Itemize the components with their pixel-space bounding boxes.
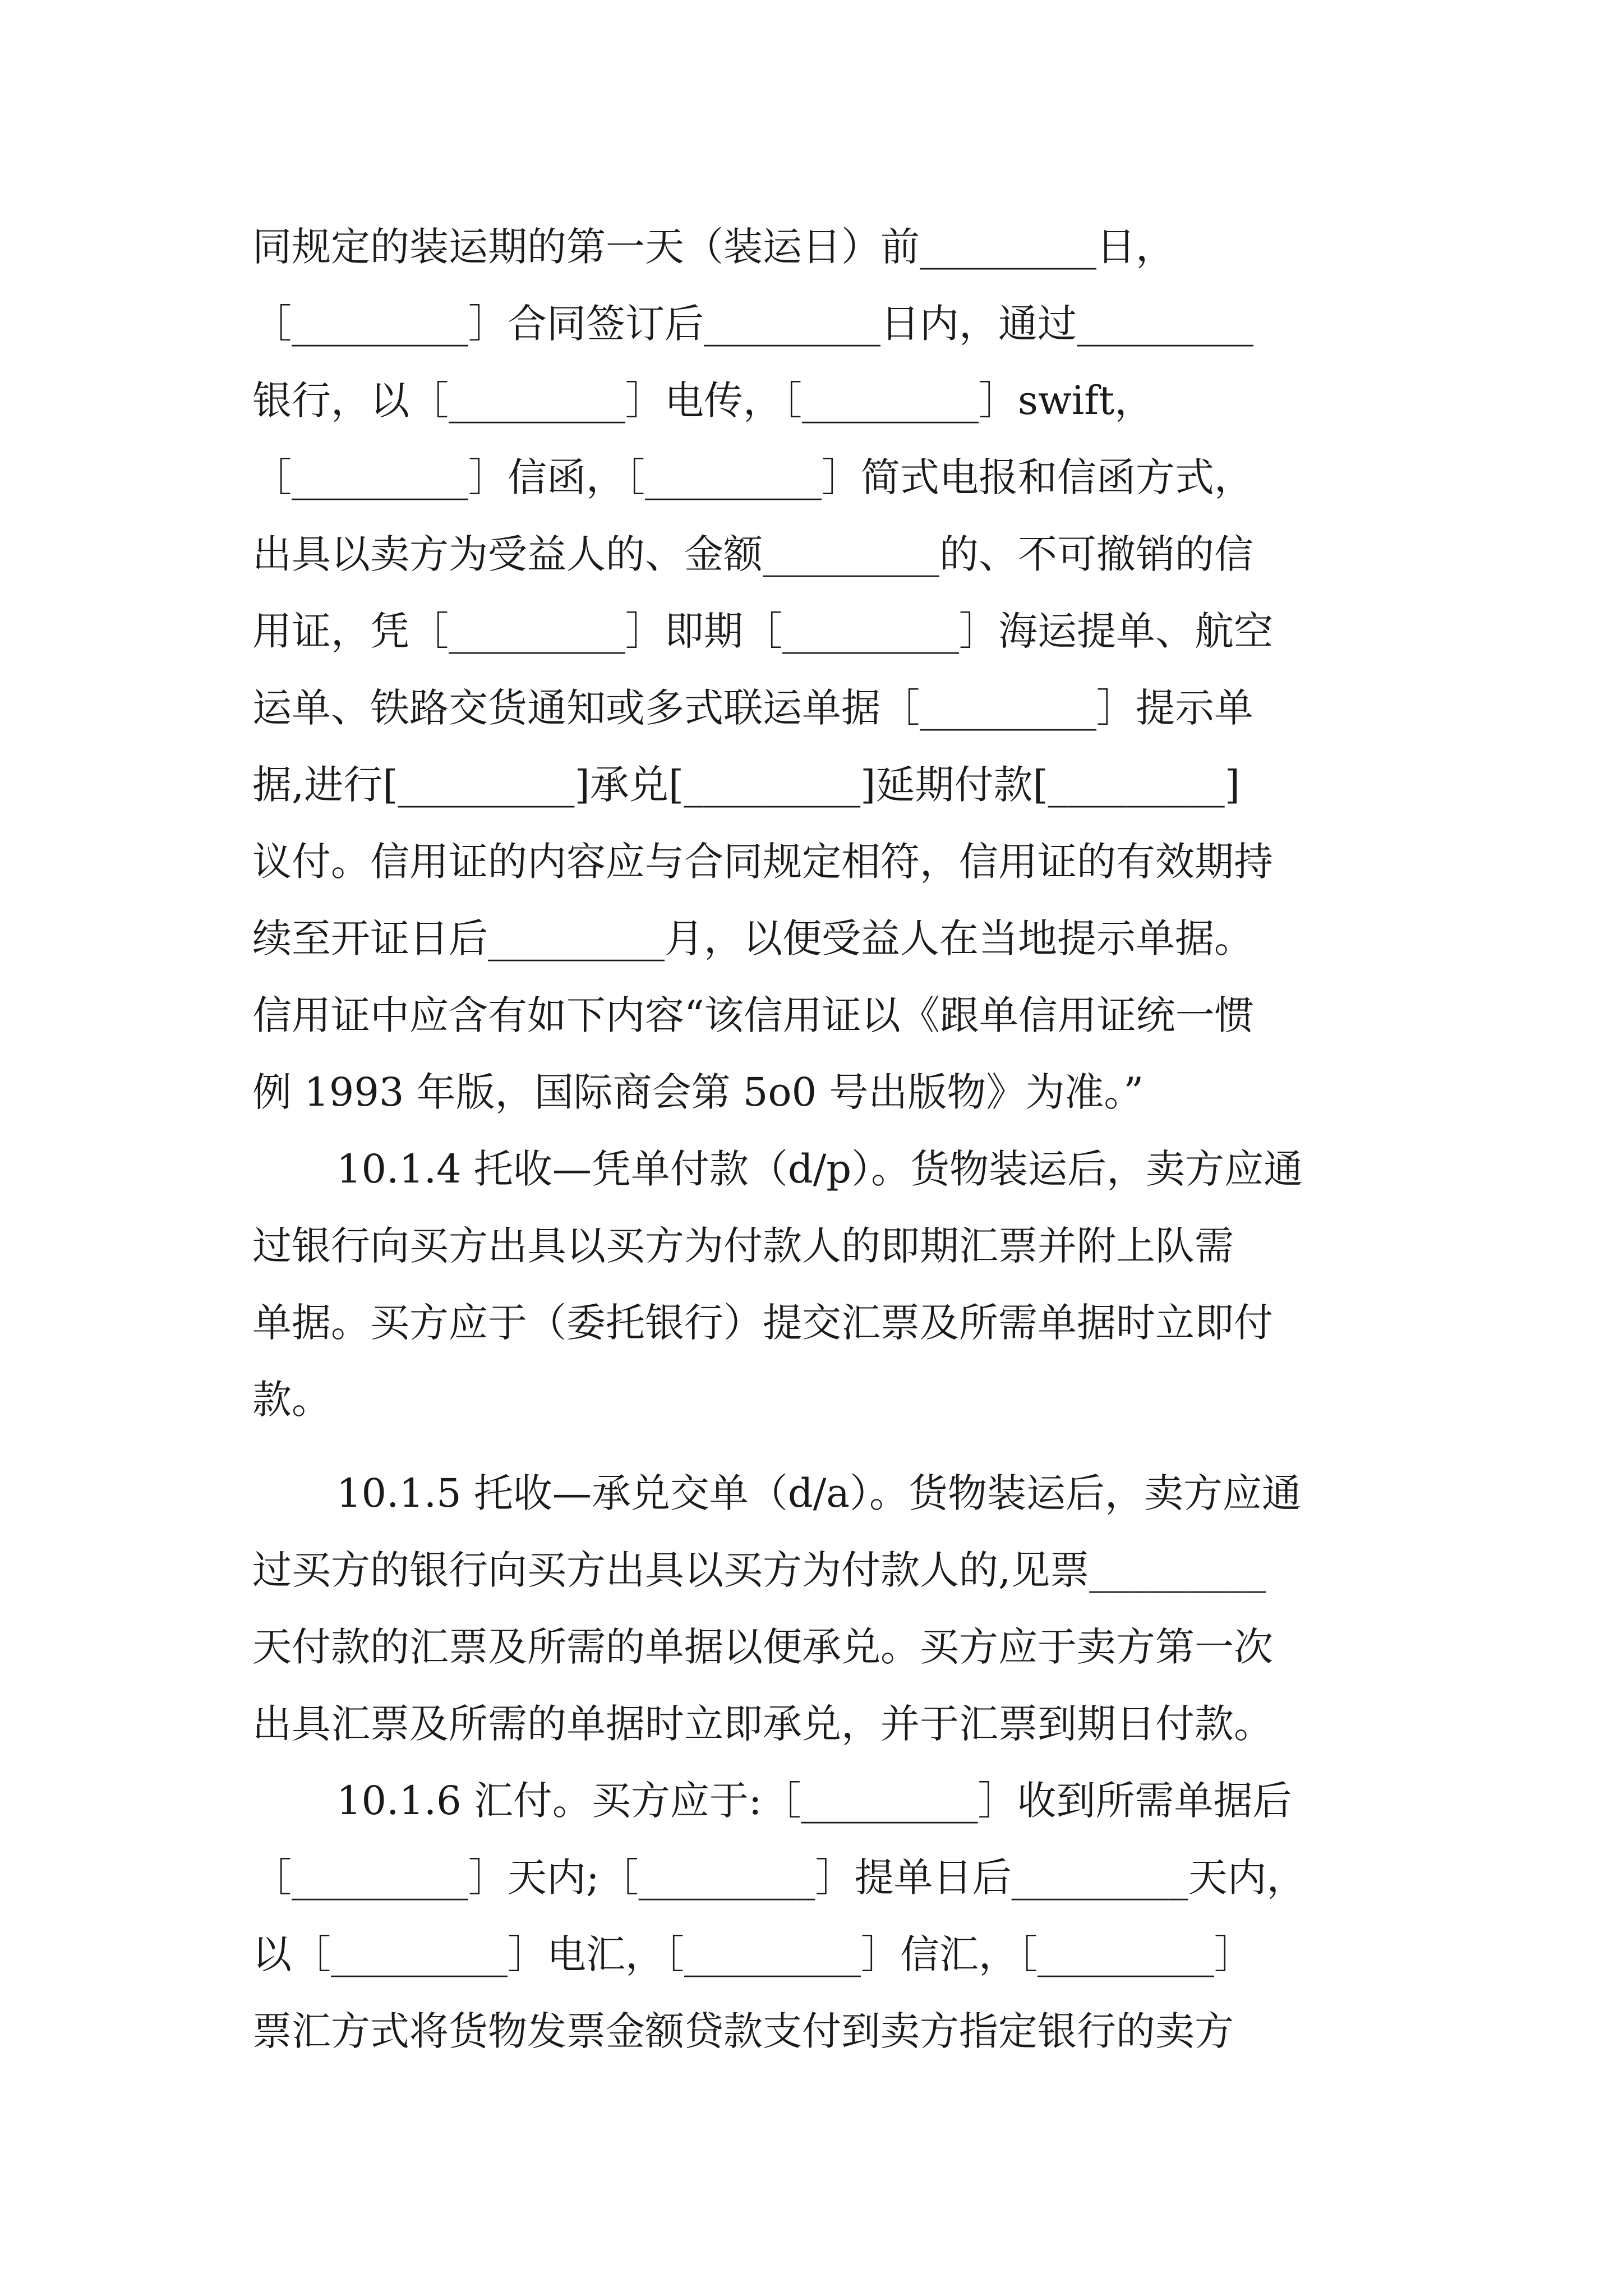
text-line: 款。 xyxy=(252,1377,331,1423)
text-line: 银行，以［_________］电传，［_________］swift， xyxy=(252,378,1154,424)
text-line: 同规定的装运期的第一天（装运日）前_________日， xyxy=(252,224,1175,270)
document-body xyxy=(252,209,1385,2070)
text-line: 票汇方式将货物发票金额贷款支付到卖方指定银行的卖方 xyxy=(252,2008,1234,2054)
text-line: 续至开证日后_________月，以便受益人在当地提示单据。 xyxy=(252,915,1253,961)
clause-10-1-4-heading-line: 10.1.4 托收—凭单付款（d/p）。货物装运后，卖方应通 xyxy=(336,1146,1303,1192)
text-line: 信用证中应含有如下内容“该信用证以《跟单信用证统一惯 xyxy=(252,992,1254,1038)
text-line: 以［_________］电汇，［_________］信汇，［_________］ xyxy=(252,1931,1253,1977)
text-line: 据,进行[_________]承兑[_________]延期付款[_________] xyxy=(252,762,1241,808)
text-line: 运单、铁路交货通知或多式联运单据［_________］提示单 xyxy=(252,685,1253,731)
text-line: 过银行向买方出具以买方为付款人的即期汇票并附上队需 xyxy=(252,1223,1234,1269)
text-line: ［_________］合同签订后_________日内，通过_________ xyxy=(252,301,1253,347)
text-line: 出具汇票及所需的单据时立即承兑，并于汇票到期日付款。 xyxy=(252,1701,1273,1747)
text-line: ［_________］信函，［_________］简式电报和信函方式， xyxy=(252,454,1253,500)
text-line: ［_________］天内;［_________］提单日后_________天内， xyxy=(252,1855,1306,1901)
text-line: 出具以卖方为受益人的、金额_________的、不可撤销的信 xyxy=(252,531,1253,577)
text-line: 单据。买方应于（委托银行）提交汇票及所需单据时立即付 xyxy=(252,1300,1273,1346)
text-line: 用证，凭［_________］即期［_________］海运提单、航空 xyxy=(252,608,1273,654)
clause-10-1-5-heading-line: 10.1.5 托收—承兑交单（d/a）。货物装运后，卖方应通 xyxy=(336,1470,1302,1516)
text-line: 过买方的银行向买方出具以买方为付款人的,见票_________ xyxy=(252,1547,1266,1593)
text-line: 议付。信用证的内容应与合同规定相符，信用证的有效期持 xyxy=(252,839,1273,885)
clause-10-1-6-heading-line: 10.1.6 汇付。买方应于:［_________］收到所需单据后 xyxy=(336,1778,1292,1824)
text-line: 天付款的汇票及所需的单据以便承兑。买方应于卖方第一次 xyxy=(252,1624,1273,1670)
text-line: 例 1993 年版，国际商会第 5o0 号出版物》为准。” xyxy=(252,1069,1144,1115)
